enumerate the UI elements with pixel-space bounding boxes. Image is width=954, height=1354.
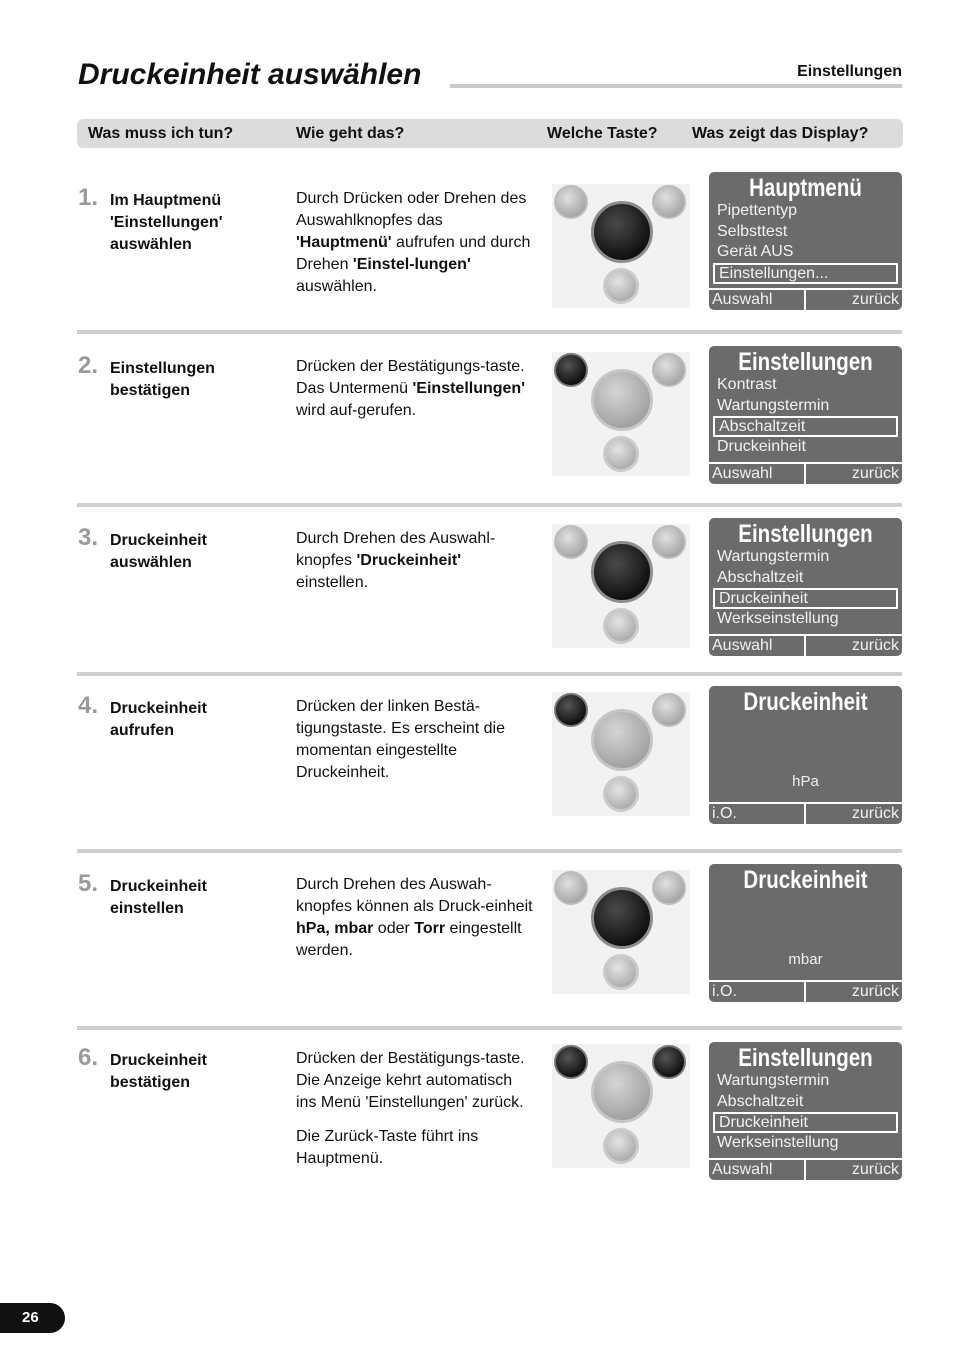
step-number: 6. bbox=[78, 1044, 99, 1071]
display-screen bbox=[709, 518, 902, 656]
step-what-line: aufrufen bbox=[110, 722, 174, 739]
display-title: Einstellungen bbox=[738, 1044, 873, 1072]
selector-knob-icon bbox=[591, 541, 653, 603]
step-number: 2. bbox=[78, 352, 99, 379]
column-display: Was zeigt das Display? bbox=[692, 125, 869, 142]
display-item-selected: Druckeinheit bbox=[713, 1112, 898, 1133]
step-number: 3. bbox=[78, 524, 99, 551]
keypad-illustration bbox=[552, 1044, 690, 1168]
softkey-right-label: zurück bbox=[851, 983, 899, 1000]
back-key-icon bbox=[603, 954, 639, 990]
step-what-line: Druckeinheit bbox=[110, 878, 207, 895]
step-what bbox=[110, 190, 280, 256]
keypad-illustration bbox=[552, 692, 690, 816]
step-how: Durch Drehen des Auswah-knopfes können als Druck-einheit hPa, mbar oder Torr eingestellt werden. bbox=[296, 876, 533, 959]
back-key-icon bbox=[603, 1128, 639, 1164]
softkey-separator bbox=[804, 636, 806, 656]
display-softkey-bar bbox=[709, 980, 902, 1002]
softkey-separator bbox=[804, 982, 806, 1002]
keypad-illustration bbox=[552, 352, 690, 476]
display-item: Wartungstermin bbox=[717, 548, 830, 565]
softkey-separator bbox=[804, 1160, 806, 1180]
back-key-icon bbox=[603, 776, 639, 812]
step-what bbox=[110, 698, 280, 742]
display-item: Selbsttest bbox=[717, 222, 788, 240]
step-divider bbox=[77, 503, 902, 507]
step-how: Drücken der linken Bestä-tigungstaste. Es erscheint die momentan eingestellte Druckeinheit. bbox=[296, 698, 506, 781]
step-what-line: Druckeinheit bbox=[110, 1052, 207, 1069]
softkey-separator bbox=[804, 464, 806, 484]
step-number: 4. bbox=[78, 692, 99, 719]
display-title: Einstellungen bbox=[738, 348, 873, 376]
right-key-icon bbox=[652, 693, 686, 727]
display-screen bbox=[709, 172, 902, 310]
step-what-line: Druckeinheit bbox=[110, 532, 207, 549]
step-what-line: auswählen bbox=[110, 554, 192, 571]
softkey-right-label: zurück bbox=[851, 1161, 899, 1178]
softkey-right-label: zurück bbox=[851, 637, 899, 654]
display-title: Einstellungen bbox=[738, 520, 873, 548]
right-key-icon bbox=[652, 1045, 686, 1079]
left-key-icon bbox=[554, 185, 588, 219]
display-item: Kontrast bbox=[717, 376, 777, 393]
section-label: Einstellungen bbox=[797, 63, 902, 80]
display-item: Abschaltzeit bbox=[717, 568, 804, 586]
display-title: Druckeinheit bbox=[743, 688, 868, 716]
selector-knob-icon bbox=[591, 1061, 653, 1123]
back-key-icon bbox=[603, 608, 639, 644]
step-what-line: Druckeinheit bbox=[110, 700, 207, 717]
right-key-icon bbox=[652, 871, 686, 905]
selector-knob-icon bbox=[591, 369, 653, 431]
display-item: Abschaltzeit bbox=[717, 1092, 804, 1110]
page-number: 26 bbox=[22, 1309, 39, 1326]
keypad-illustration bbox=[552, 524, 690, 648]
display-item: Gerät AUS bbox=[717, 243, 794, 260]
display-screen bbox=[709, 346, 902, 484]
display-item-selected: Abschaltzeit bbox=[713, 416, 898, 437]
column-key: Welche Taste? bbox=[547, 125, 658, 142]
softkey-left-label: Auswahl bbox=[712, 465, 773, 482]
display-softkey-bar bbox=[709, 634, 902, 656]
display-softkey-bar bbox=[709, 802, 902, 824]
display-softkey-bar bbox=[709, 1158, 902, 1180]
left-key-icon bbox=[554, 525, 588, 559]
step-what bbox=[110, 876, 280, 920]
softkey-left-label: Auswahl bbox=[712, 1161, 773, 1178]
step-number: 5. bbox=[78, 870, 99, 897]
step-how: Durch Drücken oder Drehen des Auswahlknopfes das 'Hauptmenü' aufrufen und durch Drehen 'Einstel-lungen' auswählen. bbox=[296, 190, 531, 295]
softkey-right-label: zurück bbox=[851, 805, 899, 822]
softkey-separator bbox=[804, 804, 806, 824]
softkey-left-label: i.O. bbox=[712, 983, 737, 1000]
right-key-icon bbox=[652, 353, 686, 387]
softkey-right-label: zurück bbox=[851, 291, 899, 308]
softkey-separator bbox=[804, 290, 806, 310]
step-divider bbox=[77, 330, 902, 334]
back-key-icon bbox=[603, 436, 639, 472]
selector-knob-icon bbox=[591, 887, 653, 949]
keypad-illustration bbox=[552, 870, 690, 994]
left-key-icon bbox=[554, 871, 588, 905]
selector-knob-icon bbox=[591, 201, 653, 263]
column-how: Wie geht das? bbox=[296, 125, 405, 142]
step-how: Drücken der Bestätigungs-taste. Die Anzeige kehrt automatisch ins Menü 'Einstellungen' zurück. Die Zurück-Taste führt ins Hauptmenü. bbox=[296, 1050, 525, 1167]
selector-knob-icon bbox=[591, 709, 653, 771]
display-item: Wartungstermin bbox=[717, 1072, 830, 1089]
step-divider bbox=[77, 672, 902, 676]
step-what bbox=[110, 358, 280, 402]
display-item: Werkseinstellung bbox=[717, 1133, 839, 1151]
display-screen bbox=[709, 1042, 902, 1180]
step-what-line: bestätigen bbox=[110, 1074, 191, 1091]
step-what-line: bestätigen bbox=[110, 382, 191, 399]
left-key-icon bbox=[554, 693, 588, 727]
display-value: mbar bbox=[788, 951, 823, 968]
step-what bbox=[110, 1050, 280, 1094]
step-what-line: 'Einstellungen' bbox=[110, 214, 223, 231]
softkey-left-label: Auswahl bbox=[712, 291, 773, 308]
display-item: Pipettentyp bbox=[717, 202, 798, 219]
keypad-illustration bbox=[552, 184, 690, 308]
display-item-selected: Druckeinheit bbox=[713, 588, 898, 609]
display-screen bbox=[709, 686, 902, 824]
softkey-left-label: Auswahl bbox=[712, 637, 773, 654]
display-item-selected: Einstellungen... bbox=[713, 263, 898, 284]
display-item: Wartungstermin bbox=[717, 396, 830, 414]
display-softkey-bar bbox=[709, 288, 902, 310]
softkey-right-label: zurück bbox=[851, 465, 899, 482]
step-number: 1. bbox=[78, 184, 99, 211]
column-header-bar bbox=[77, 119, 903, 148]
step-divider bbox=[77, 1026, 902, 1030]
right-key-icon bbox=[652, 185, 686, 219]
step-how: Drücken der Bestätigungs-taste. Das Untermenü 'Einstellungen' wird auf-gerufen. bbox=[296, 358, 526, 419]
display-title: Hauptmenü bbox=[749, 174, 862, 202]
display-item: Druckeinheit bbox=[717, 437, 806, 455]
softkey-left-label: i.O. bbox=[712, 805, 737, 822]
display-title: Druckeinheit bbox=[743, 866, 868, 894]
display-value: hPa bbox=[792, 773, 819, 790]
right-key-icon bbox=[652, 525, 686, 559]
page-title: Druckeinheit auswählen bbox=[78, 58, 422, 91]
left-key-icon bbox=[554, 353, 588, 387]
step-what-line: einstellen bbox=[110, 900, 184, 917]
column-what: Was muss ich tun? bbox=[88, 125, 234, 142]
title-rule bbox=[450, 84, 902, 88]
step-what-line: Einstellungen bbox=[110, 360, 215, 377]
back-key-icon bbox=[603, 268, 639, 304]
step-divider bbox=[77, 849, 902, 853]
display-screen bbox=[709, 864, 902, 1002]
step-how: Durch Drehen des Auswahl-knopfes 'Druckeinheit' einstellen. bbox=[296, 530, 496, 591]
left-key-icon bbox=[554, 1045, 588, 1079]
step-what-line: auswählen bbox=[110, 236, 192, 253]
step-what bbox=[110, 530, 280, 574]
step-what-line: Im Hauptmenü bbox=[110, 192, 222, 209]
display-softkey-bar bbox=[709, 462, 902, 484]
display-item: Werkseinstellung bbox=[717, 609, 839, 627]
page-number-tab bbox=[0, 1303, 65, 1333]
